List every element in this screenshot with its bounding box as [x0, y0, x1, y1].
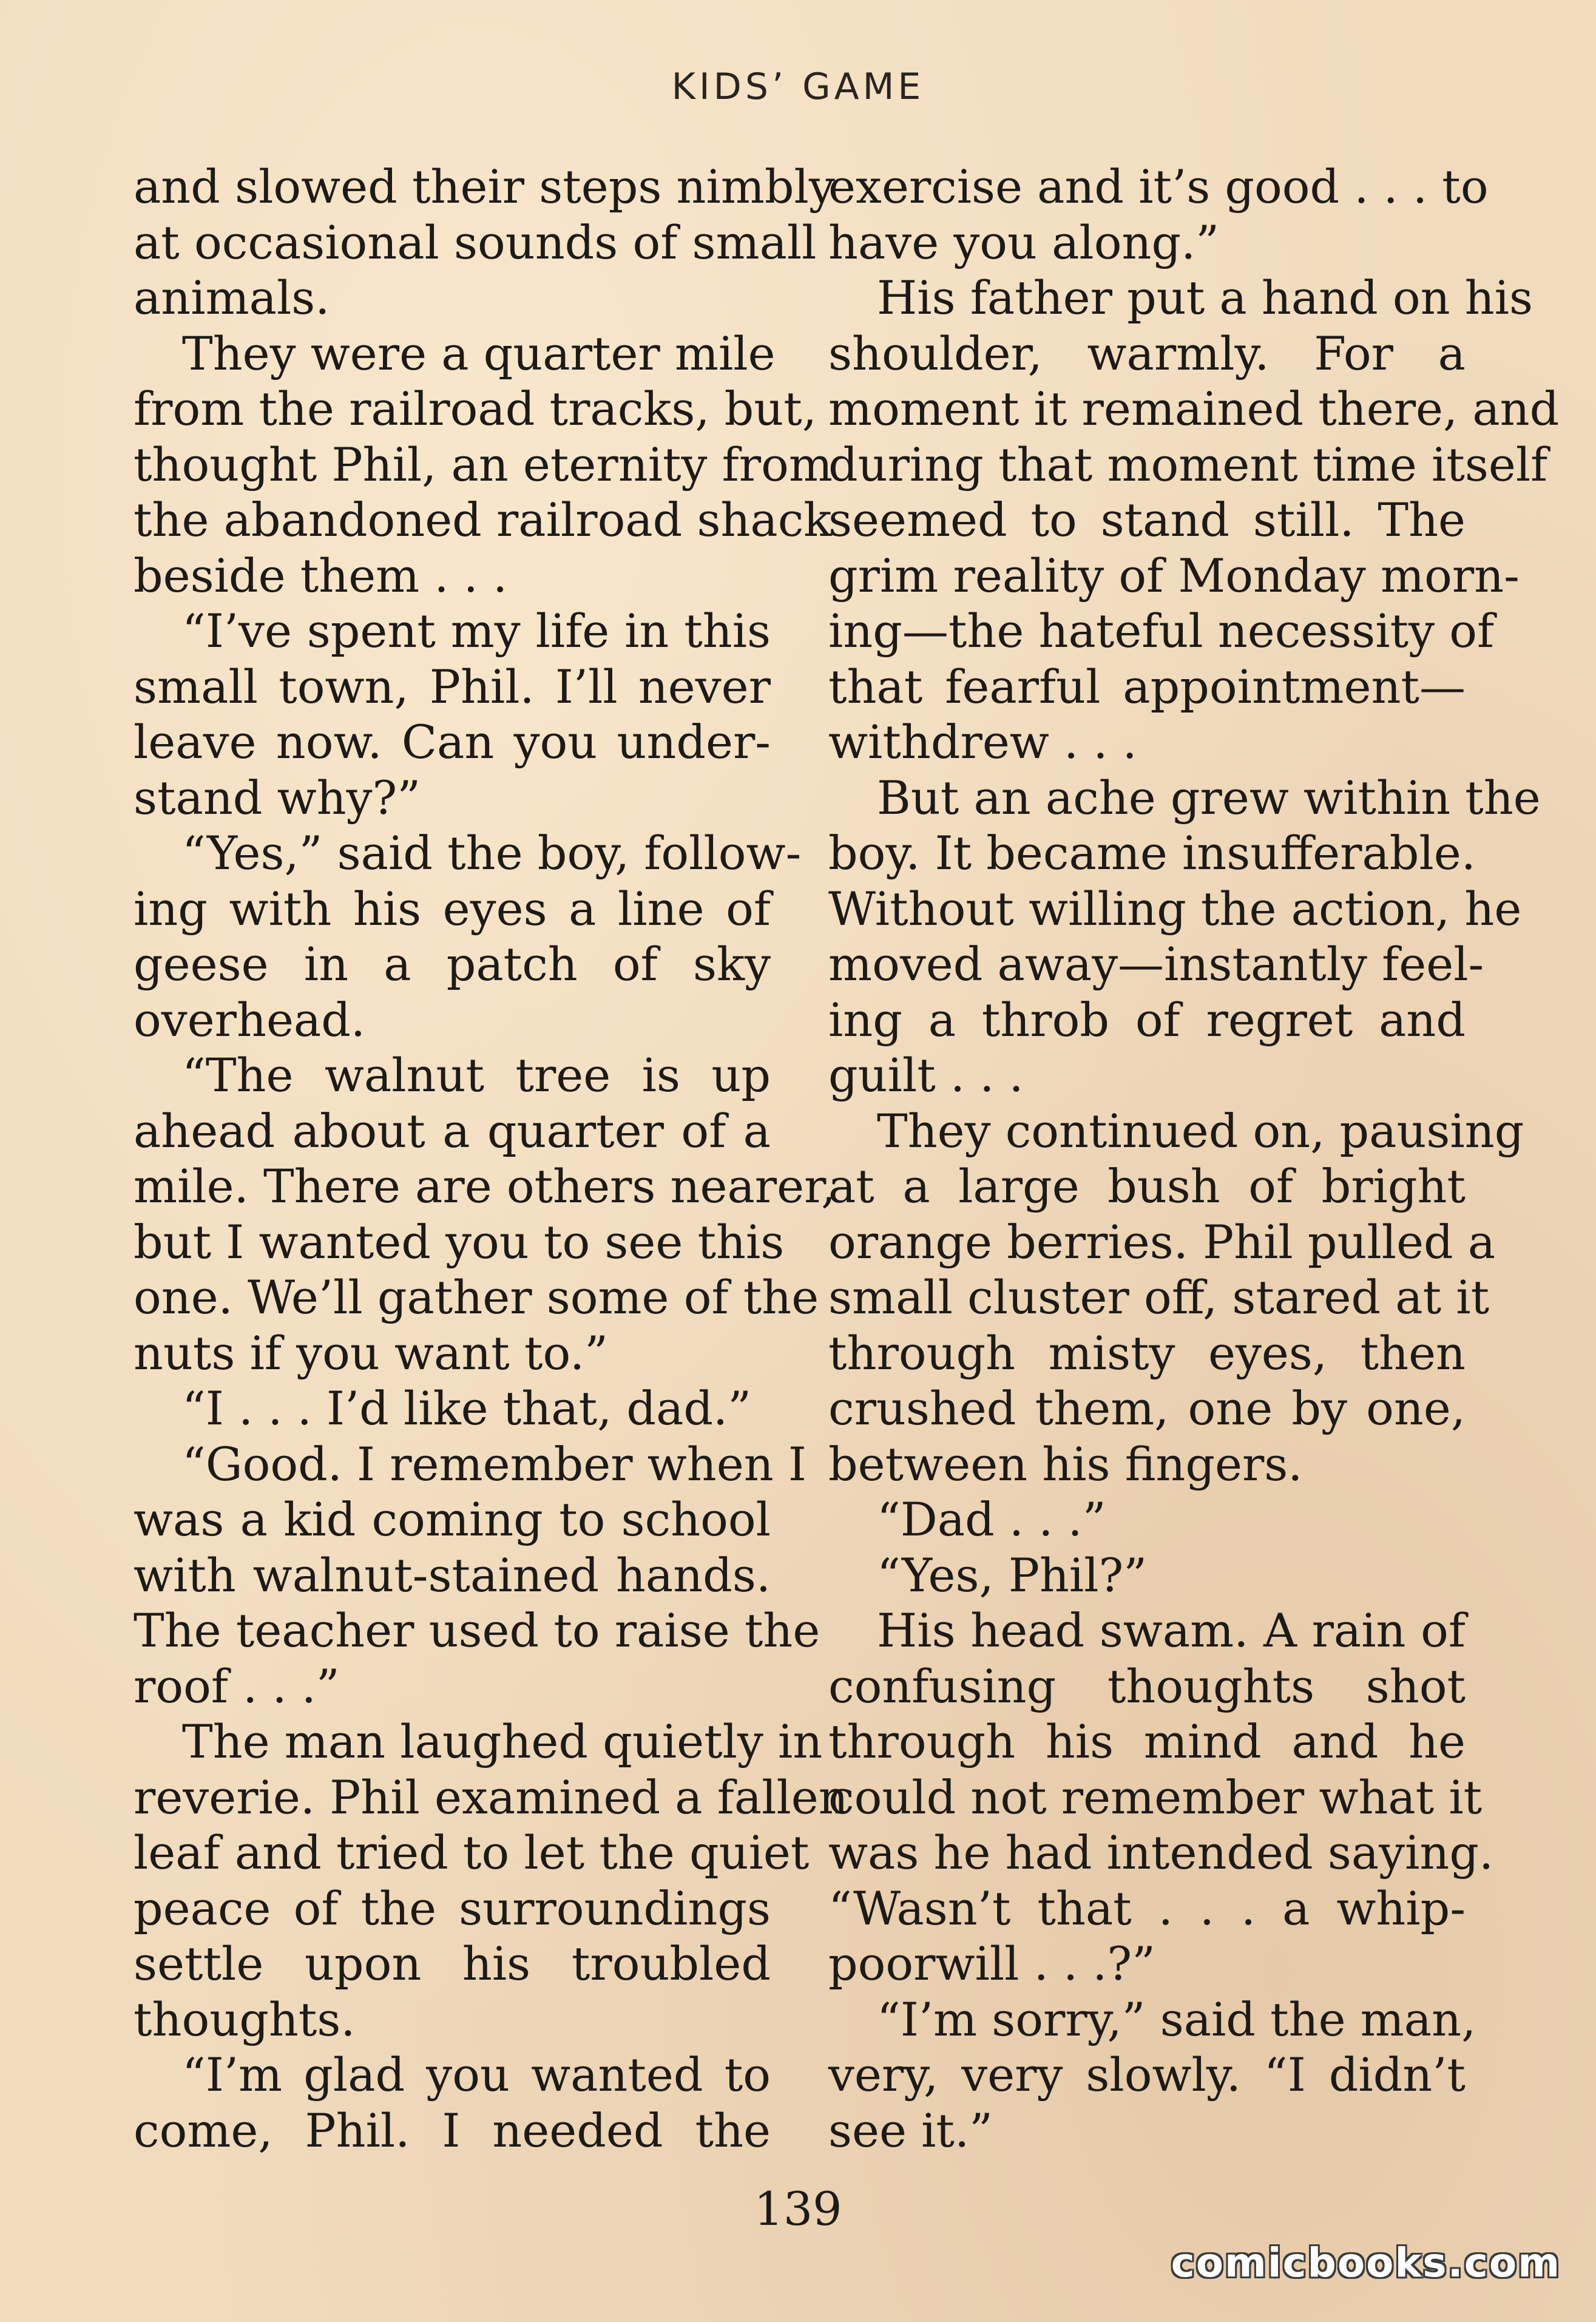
text-line: with walnut-stained hands. — [134, 1548, 771, 1602]
text-line: ing with his eyes a line of — [134, 881, 771, 936]
text-line: have you along.” — [828, 215, 1220, 269]
text-line: thought Phil, an eternity from — [134, 437, 833, 492]
text-line: could not remember what it — [828, 1770, 1483, 1824]
text-line: “Yes, Phil?” — [877, 1548, 1148, 1602]
text-line: from the railroad tracks, but, — [134, 382, 817, 436]
text-line: seemed to stand still. The — [828, 493, 1466, 547]
page-number: 139 — [754, 2182, 842, 2236]
text-line: was a kid coming to school — [134, 1492, 771, 1546]
left-text-column — [134, 159, 848, 2158]
text-line: beside them . . . — [134, 548, 508, 603]
text-line: withdrew . . . — [828, 715, 1137, 769]
text-line: thoughts. — [134, 1992, 356, 2046]
text-line: confusing thoughts shot — [828, 1659, 1466, 1713]
text-line: ahead about a quarter of a — [134, 1103, 771, 1158]
text-line: “Good. I remember when I — [182, 1437, 806, 1491]
text-line: small cluster off, stared at it — [828, 1270, 1490, 1324]
text-line: “Dad . . .” — [877, 1492, 1106, 1546]
text-line: moment it remained there, and — [828, 382, 1560, 436]
right-text-column — [828, 159, 1560, 2158]
text-line: boy. It became insufferable. — [828, 826, 1476, 880]
text-line: and slowed their steps nimbly — [134, 160, 835, 214]
text-line: His head swam. A rain of — [877, 1603, 1466, 1657]
text-line: come, Phil. I needed the — [134, 2103, 771, 2158]
text-line: during that moment time itself — [828, 437, 1548, 492]
text-line: but I wanted you to see this — [134, 1214, 785, 1269]
text-line: crushed them, one by one, — [828, 1381, 1466, 1435]
text-line: one. We’ll gather some of the — [134, 1270, 819, 1324]
text-line: “The walnut tree is up — [182, 1048, 771, 1102]
text-line: at occasional sounds of small — [134, 215, 817, 269]
text-line: the abandoned railroad shack — [134, 493, 832, 547]
text-line: at a large bush of bright — [828, 1159, 1466, 1213]
watermark-logo: comicbooks.com — [1171, 2239, 1561, 2286]
text-line: ing a throb of regret and — [828, 992, 1466, 1047]
text-line: His father put a hand on his — [877, 271, 1533, 325]
text-line: reverie. Phil examined a fallen — [134, 1770, 848, 1824]
text-line: see it.” — [828, 2103, 993, 2158]
text-line: leave now. Can you under- — [134, 715, 771, 769]
text-line: stand why?” — [134, 770, 421, 825]
text-line: “Yes,” said the boy, follow- — [182, 826, 802, 880]
text-line: through misty eyes, then — [828, 1325, 1466, 1380]
text-line: very, very slowly. “I didn’t — [828, 2048, 1466, 2102]
text-line: “I’m sorry,” said the man, — [877, 1992, 1476, 2046]
text-line: between his fingers. — [828, 1437, 1303, 1491]
text-line: guilt . . . — [828, 1048, 1024, 1102]
text-line: geese in a patch of sky — [134, 937, 771, 991]
text-line: poorwill . . .?” — [828, 1937, 1156, 1991]
text-line: exercise and it’s good . . . to — [828, 160, 1489, 214]
text-line: overhead. — [134, 992, 366, 1047]
text-line: through his mind and he — [828, 1714, 1466, 1769]
text-line: that fearful appointment— — [828, 659, 1466, 714]
text-line: small town, Phil. I’ll never — [134, 659, 771, 714]
text-line: was he had intended saying. — [828, 1826, 1494, 1880]
running-head: KIDS’ GAME — [671, 66, 925, 108]
text-line: But an ache grew within the — [877, 770, 1541, 825]
text-line: peace of the surroundings — [134, 1881, 771, 1935]
text-line: “I . . . I’d like that, dad.” — [182, 1381, 752, 1435]
text-line: The teacher used to raise the — [134, 1603, 820, 1657]
text-line: They were a quarter mile — [182, 326, 776, 381]
text-line: moved away—instantly feel- — [828, 937, 1484, 991]
text-line: leaf and tried to let the quiet — [134, 1826, 810, 1880]
text-line: grim reality of Monday morn- — [828, 548, 1520, 603]
text-line: shoulder, warmly. For a — [828, 326, 1466, 381]
text-line: nuts if you want to.” — [134, 1325, 608, 1380]
text-line: They continued on, pausing — [877, 1103, 1524, 1158]
text-line: “I’m glad you wanted to — [182, 2048, 771, 2102]
text-line: ing—the hateful necessity of — [828, 604, 1495, 658]
text-line: “I’ve spent my life in this — [182, 604, 771, 658]
text-line: animals. — [134, 271, 330, 325]
text-line: orange berries. Phil pulled a — [828, 1214, 1496, 1269]
text-line: “Wasn’t that . . . a whip- — [828, 1881, 1466, 1935]
text-line: Without willing the action, he — [828, 881, 1522, 936]
text-line: settle upon his troubled — [134, 1937, 771, 1991]
text-line: roof . . .” — [134, 1659, 340, 1713]
text-line: The man laughed quietly in — [182, 1714, 823, 1769]
text-line: mile. There are others nearer, — [134, 1159, 836, 1213]
